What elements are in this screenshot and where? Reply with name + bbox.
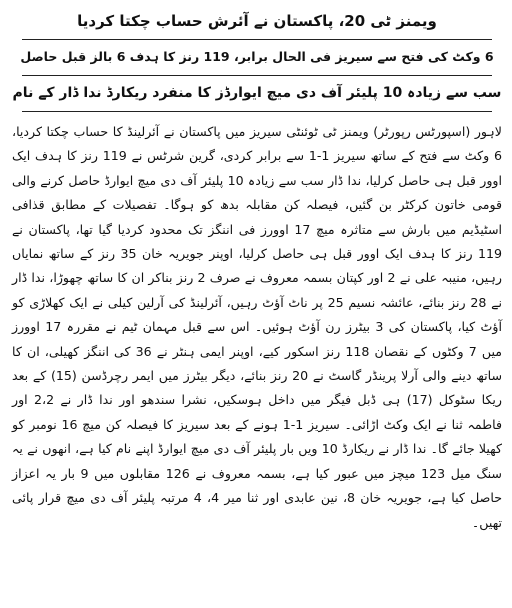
sub-headline: 6 وکٹ کی فتح سے سیریز فی الحال برابر، 119 رنز کا ہدف 6 بالز قبل حاصل bbox=[20, 49, 494, 64]
sub-headline: سب سے زیادہ 10 پلیئر آف دی میچ ایوارڈز کا منفرد ریکارڈ ندا ڈار کے نام bbox=[12, 85, 502, 101]
main-headline: ویمنز ٹی 20، پاکستان نے آئرش حساب چکتا کردیا bbox=[77, 12, 437, 30]
article-body: لاہور (اسپورٹس رپورٹر) ویمنز ٹی ٹوئنٹی سیریز میں پاکستان نے آئرلینڈ کا حساب چکتا کردیا، 6 وکٹ سے فتح کے ساتھ سیریز 1-1 سے برابر کردی، گرین شرٹس نے 119 رنز کا ہدف ایک اوور قبل ہی حاصل کرلیا، ندا ڈار سب سے زیادہ 10 پلیئر آف دی میچ ایوارڈ حاصل کرنے والی قومی خاتون کرکٹر بن گئیں، فیصلہ کن مقابلہ بدھ کو ہوگا۔ تفصیلات کے مطابق قذافی اسٹیڈیم میں بارش سے متاثرہ میچ 17 اوورز فی اننگز تک محدود کردیا گیا تھا، پاکستان نے 119 رنز کا ہدف ایک اوور قبل ہی حاصل کرلیا، اوپنر جویریہ خان 35 رنز کے ساتھ نمایاں رہیں، منیبہ علی نے 2 اور کپتان بسمہ معروف نے صرف 2 رنز بناکر ان کا ساتھ چھوڑا، ندا ڈار نے 28 رنز بنائے، عائشہ نسیم 25 پر ناٹ آؤٹ رہیں، آئرلینڈ کی آرلین کیلی نے ایک کھلاڑی کو آؤٹ کیا، پاکستان کی 3 بیٹرز رن آؤٹ ہوئیں۔ اس سے قبل مہمان ٹیم نے مقررہ 17 اوورز میں 7 وکٹوں کے نقصان 118 رنز اسکور کیے، اوپنر ایمی ہنٹر نے 36 کی اننگز کھیلی، ان کا ساتھ دینے والی آرلا پرینڈر گاسٹ نے 20 رنز بنائے، دیگر بیٹرز میں ایمر رچرڈسن (15) کے بعد ریکا سٹوکل (17) ہی ڈبل فیگر میں داخل ہوسکیں، نشرا سندھو اور ندا ڈار نے 2،2 اور فاطمہ ثنا نے ایک وکٹ اڑائی۔ سیریز 1-1 ہونے کے بعد سیریز کا فیصلہ کن میچ 16 نومبر کو کھیلا جائے گا۔ ندا ڈار نے ریکارڈ 10 ویں بار پلیئر آف دی میچ ایوارڈ اپنے نام کیا ہے، انھوں نے یہ سنگ میل 123 میچز میں عبور کیا ہے، بسمہ معروف نے 126 مقابلوں میں 9 بار یہ اعزاز حاصل کیا ہے، جویریہ خان 8، نین عابدی اور ثنا میر 4، 4 مرتبہ پلیئر آف دی میچ قرار پائی تھیں۔ bbox=[12, 124, 503, 530]
headline-divider bbox=[22, 111, 492, 112]
